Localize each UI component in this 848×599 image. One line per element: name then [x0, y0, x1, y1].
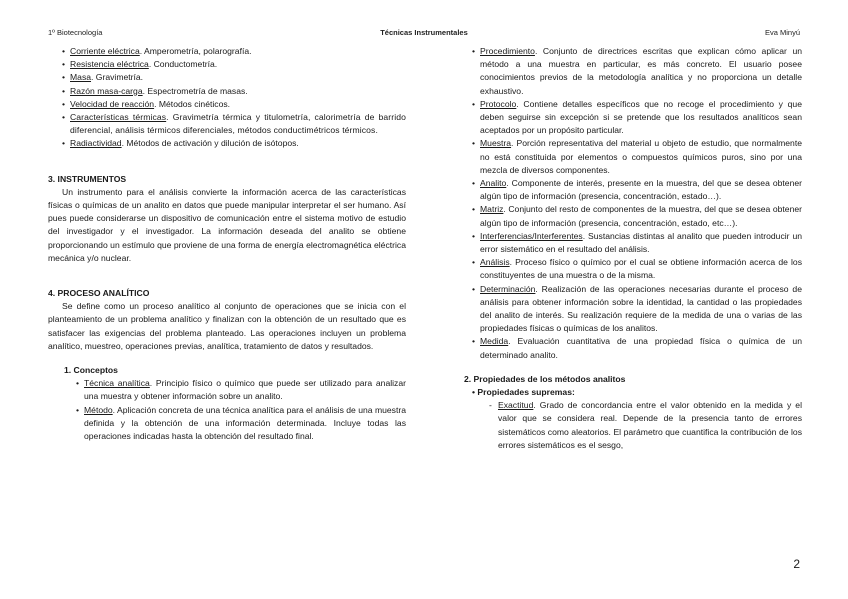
section-3-text: Un instrumento para el análisis convierte la información acerca de las características físicas o químicas de un analito en datos que puede manipular interpretar el ser humano. Así pues puede considerarse un dispositivo de comunicación entre el sistema motivo de estudio del investigador y el investigador. La información deseada del analito se obtiene proporcionando un estímulo que proviene de una forma de energía electromagnética eléctrica mecánica y/o nuclear.: [48, 186, 406, 263]
list-item: • Radiactividad. Métodos de activación y dilución de isótopos.: [70, 137, 406, 150]
list-item: • Razón masa-carga. Espectrometría de masas.: [70, 85, 406, 98]
list-item: • Determinación. Realización de las operaciones necesarias durante el proceso de análisis para obtener información sobre la identidad, la cantidad o las propiedades del analito de interés. Su realización requiere de la medida de una o varias de las propiedades físicas o químicas de los analitos.: [480, 283, 802, 336]
list-item: • Protocolo. Contiene detalles específicos que no recoge el procedimiento y que deben seguirse sin excepción si se pretende que los resultados analíticos sean aceptados por un propósito particular.: [480, 98, 802, 138]
definitions-list: [464, 45, 802, 362]
list-item: • Medida. Evaluación cuantitativa de una propiedad física o química de un determinado analito.: [480, 335, 802, 361]
list-item: - Exactitud. Grado de concordancia entre el valor obtenido en la medida y el valor que se considera real. Depende de la presencia tanto de errores sistemáticos como aleatorios. El parámetro que cuantifica la contribución de los errores sistemáticos es el sesgo,: [498, 399, 802, 452]
list-item: • Corriente eléctrica. Amperometría, polarografía.: [70, 45, 406, 58]
list-item: • Interferencias/Interferentes. Sustancias distintas al analito que pueden introducir un error sistemático en el resultado del análisis.: [480, 230, 802, 256]
header-title: Técnicas Instrumentales: [380, 28, 468, 37]
list-item: • Analito. Componente de interés, presente en la muestra, del que se desea obtener algún tipo de información (presencia, concentración, estado…).: [480, 177, 802, 203]
list-item: • Características térmicas. Gravimetría térmica y titulometría, calorimetría de barrido diferencial, análisis térmicos diferenciales, métodos conductimétricos térmicos.: [70, 111, 406, 137]
list-item: • Técnica analítica. Principio físico o químico que puede ser utilizado para analizar una muestra y obtener información sobre un analito.: [84, 377, 406, 403]
list-item: • Muestra. Porción representativa del material u objeto de estudio, que normalmente no está constituida por elementos o compuestos químicos puros, sino por una mezcla de diversos componentes.: [480, 137, 802, 177]
properties-list: [48, 45, 406, 151]
list-item: • Masa. Gravimetría.: [70, 71, 406, 84]
header-left: 1º Biotecnología: [48, 28, 103, 37]
list-item: • Velocidad de reacción. Métodos cinéticos.: [70, 98, 406, 111]
list-item: • Método. Aplicación concreta de una técnica analítica para el análisis de una muestra definida y la obtención de una información determinada. Incluye todas las operaciones indicadas hasta la obtención del resultado final.: [84, 404, 406, 444]
section-4-title: 4. PROCESO ANALÍTICO: [48, 288, 150, 299]
section-4-text: Se define como un proceso analítico al conjunto de operaciones que se inicia con el planteamiento de un problema analítico y finalizan con la obtención de un resultado que es satisfacer las exigencias del problema planteado. Las operaciones incluyen un problema analítico, muestreo, operaciones previas, analítica, tratamiento de datos y resultados.: [48, 301, 406, 351]
right-column: [464, 45, 802, 452]
section-2-subtitle: • Propiedades supremas:: [472, 387, 575, 398]
conceptos-title: 1. Conceptos: [64, 365, 118, 376]
list-item: • Análisis. Proceso físico o químico por el cual se obtiene información acerca de los constituyentes de una muestra o de la misma.: [480, 256, 802, 282]
list-item: • Resistencia eléctrica. Conductometría.: [70, 58, 406, 71]
list-item: • Procedimiento. Conjunto de directrices escritas que explican cómo aplicar un método a una muestra en particular, es más concreto. El usuario posee conocimientos previos de la metodología analítica y no proporciona un detalle exhaustivo.: [480, 45, 802, 98]
conceptos-list: [48, 377, 406, 443]
left-column: [48, 45, 406, 443]
section-3-title: 3. INSTRUMENTOS: [48, 173, 127, 184]
supreme-properties-list: [464, 399, 802, 452]
page-number: 2: [793, 557, 800, 571]
header-author: Eva Minyú: [764, 28, 800, 37]
list-item: • Matriz. Conjunto del resto de componentes de la muestra, del que se desea obtener algún tipo de información (presencia, concentración, estado, etc…).: [480, 203, 802, 229]
section-2-title: 2. Propiedades de los métodos analitos: [464, 373, 626, 384]
